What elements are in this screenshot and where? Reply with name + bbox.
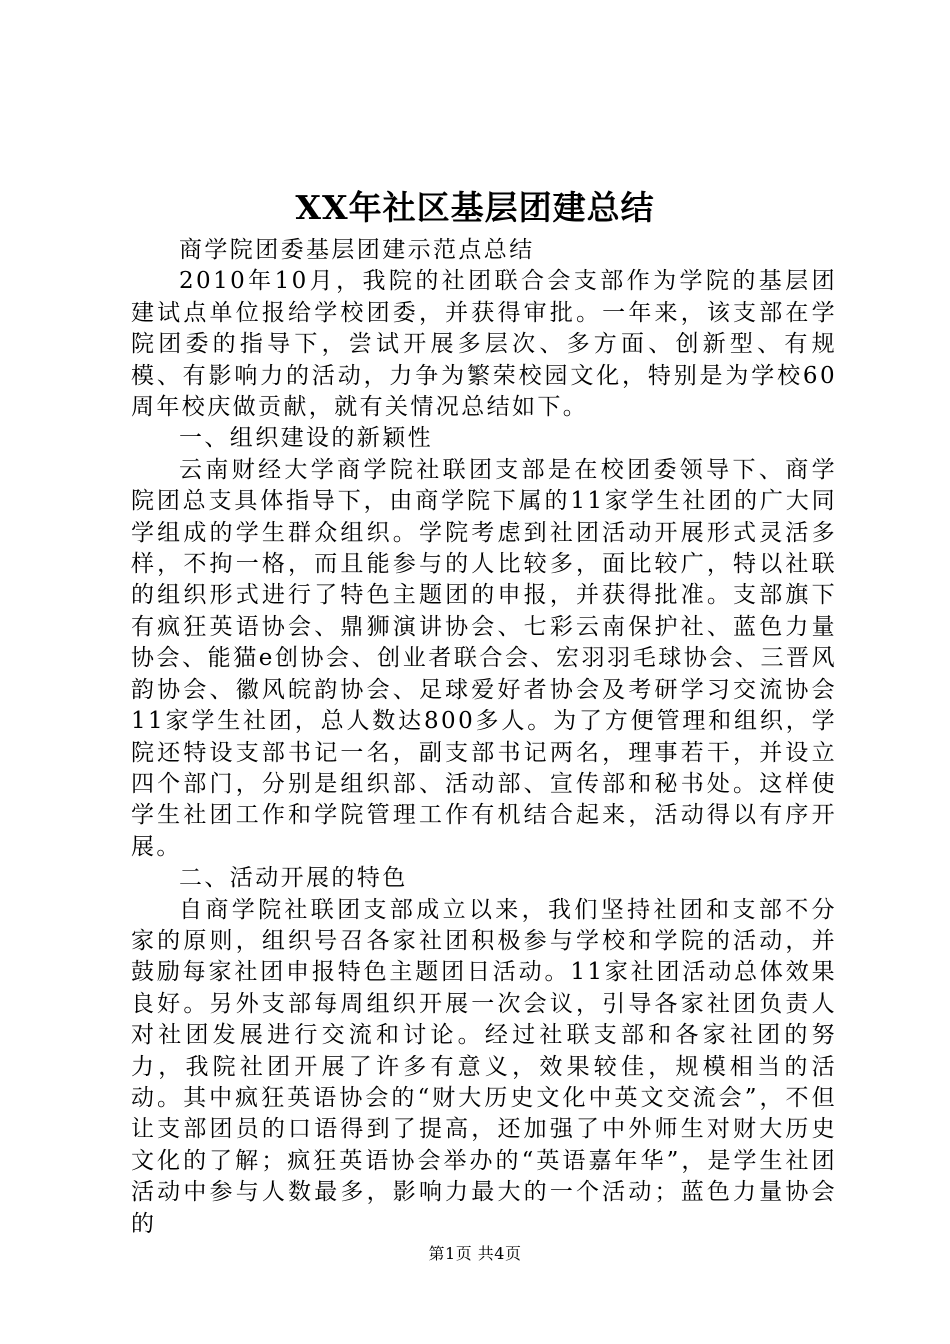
section-heading-organization: 一、组织建设的新颖性 <box>179 425 433 452</box>
section-heading-activities: 二、活动开展的特色 <box>179 865 408 892</box>
document-body <box>131 235 837 1240</box>
document-title: XX年社区基层团建总结 <box>295 188 655 227</box>
organization-paragraph: 云南财经大学商学院社联团支部是在校团委领导下、商学院团总支具体指导下，由商学院下属的11家学生社团的广大同学组成的学生群众组织。学院考虑到社团活动开展形式灵活多样，不拘一格，而且能参与的人比较多，面比较广，特以社联的组织形式进行了特色主题团的申报，并获得批准。支部旗下有疯狂英语协会、鼎狮演讲协会、七彩云南保护社、蓝色力量协会、能猫e创协会、创业者联合会、宏羽羽毛球协会、三晋风韵协会、徽风皖韵协会、足球爱好者协会及考研学习交流协会11家学生社团，总人数达800多人。为了方便管理和组织，学院还特设支部书记一名，副支部书记两名，理事若干，并设立四个部门，分别是组织部、活动部、宣传部和秘书处。这样使学生社团工作和学院管理工作有机结合起来，活动得以有序开展。 <box>131 456 837 860</box>
page-footer: 第1页 共4页 <box>428 1244 522 1263</box>
subtitle-paragraph: 商学院团委基层团建示范点总结 <box>179 237 535 263</box>
intro-paragraph: 2010年10月，我院的社团联合会支部作为学院的基层团建试点单位报给学校团委，并获得审批。一年来，该支部在学院团委的指导下，尝试开展多层次、多方面、创新型、有规模、有影响力的活动，力争为繁荣校园文化，特别是为学校60周年校庆做贡献，就有关情况总结如下。 <box>131 268 837 421</box>
activities-paragraph: 自商学院社联团支部成立以来，我们坚持社团和支部不分家的原则，组织号召各家社团积极参与学校和学院的活动，并鼓励每家社团申报特色主题团日活动。11家社团活动总体效果良好。另外支部每周组织开展一次会议，引导各家社团负责人对社团发展进行交流和讨论。经过社联支部和各家社团的努力，我院社团开展了许多有意义，效果较佳，规模相当的活动。其中疯狂英语协会的“财大历史文化中英文交流会”，不但让支部团员的口语得到了提高，还加强了中外师生对财大历史文化的了解；疯狂英语协会举办的“英语嘉年华”，是学生社团活动中参与人数最多，影响力最大的一个活动；蓝色力量协会的 <box>131 896 837 1237</box>
